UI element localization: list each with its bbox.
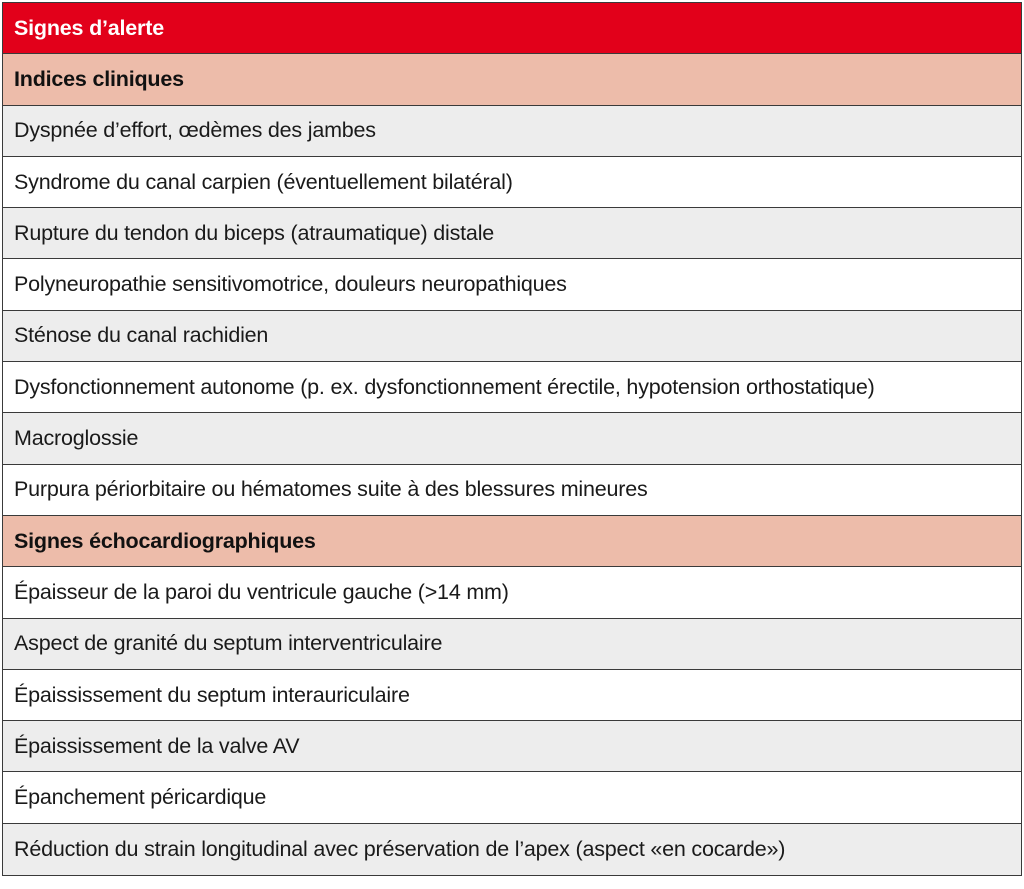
table-row: Dyspnée d’effort, œdèmes des jambes: [3, 106, 1021, 157]
table-row: Épaisseur de la paroi du ventricule gauche (>14 mm): [3, 567, 1021, 618]
table-title: Signes d’alerte: [3, 3, 1021, 54]
table-row: Polyneuropathie sensitivomotrice, douleurs neuropathiques: [3, 259, 1021, 310]
table-row: Épanchement péricardique: [3, 772, 1021, 823]
section-heading-clinical: Indices cliniques: [3, 54, 1021, 105]
table-row: Épaississement de la valve AV: [3, 721, 1021, 772]
table-row: Macroglossie: [3, 413, 1021, 464]
table-row: Sténose du canal rachidien: [3, 311, 1021, 362]
table-row: Épaississement du septum interauriculaire: [3, 670, 1021, 721]
table-row: Purpura périorbitaire ou hématomes suite à des blessures mineures: [3, 465, 1021, 516]
section-heading-echocardiographic: Signes échocardiographiques: [3, 516, 1021, 567]
warning-signs-table: [2, 2, 1022, 876]
table-row: Aspect de granité du septum interventriculaire: [3, 619, 1021, 670]
table-row: Rupture du tendon du biceps (atraumatique) distale: [3, 208, 1021, 259]
table-row: Dysfonctionnement autonome (p. ex. dysfonctionnement érectile, hypotension orthostatique): [3, 362, 1021, 413]
table-row: Syndrome du canal carpien (éventuellement bilatéral): [3, 157, 1021, 208]
table-row: Réduction du strain longitudinal avec préservation de l’apex (aspect «en cocarde»): [3, 824, 1021, 875]
